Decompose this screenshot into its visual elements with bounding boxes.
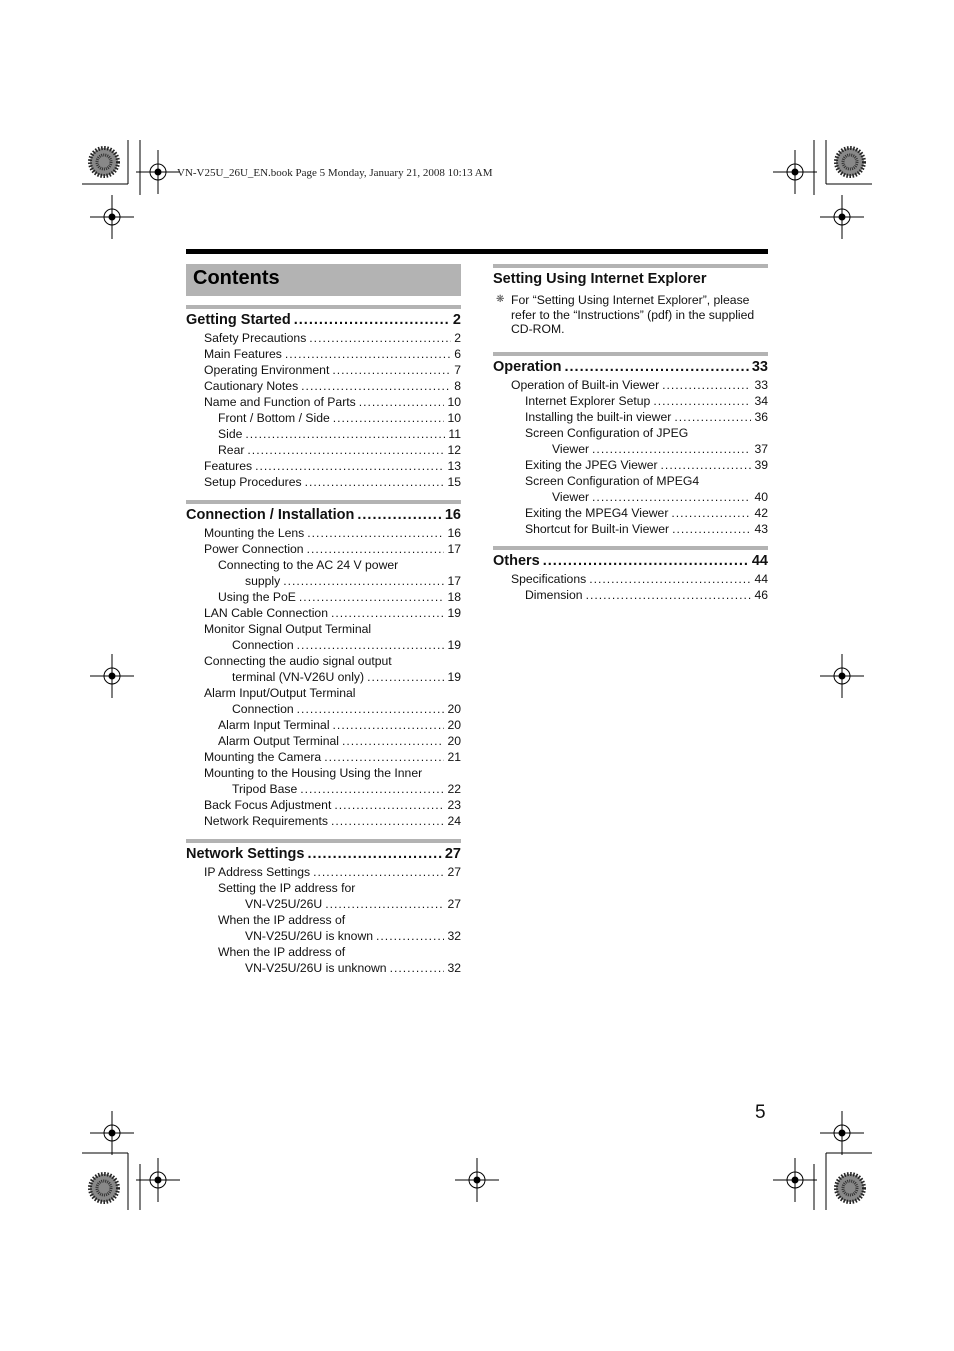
toc-entry-page: 15 bbox=[447, 475, 461, 489]
toc-entry-label: Specifications bbox=[511, 571, 587, 586]
leader-dots bbox=[586, 587, 752, 603]
toc-entry-label[interactable]: When the IP address of bbox=[218, 913, 346, 927]
toc-entry-label: Features bbox=[204, 459, 253, 473]
toc-entry-continuation: Connection bbox=[232, 702, 294, 716]
toc-entry[interactable] bbox=[186, 458, 461, 474]
toc-entry-label: Network Requirements bbox=[204, 814, 328, 828]
toc-section bbox=[493, 546, 768, 603]
toc-entry-label: Exiting the JPEG Viewer bbox=[525, 457, 658, 472]
contents-title-box bbox=[186, 264, 461, 296]
toc-entry-page: 19 bbox=[447, 606, 461, 620]
toc-entry-continuation: Tripod Base bbox=[232, 782, 298, 796]
toc-entry-page: 27 bbox=[447, 897, 461, 911]
leader-dots bbox=[564, 358, 748, 376]
toc-section-heading[interactable] bbox=[186, 311, 461, 329]
leader-dots bbox=[300, 781, 444, 797]
section-rule bbox=[493, 546, 768, 550]
ie-note-line: For “Setting Using Internet Explorer”, please bbox=[511, 293, 750, 307]
section-heading-label: Others bbox=[493, 552, 540, 569]
leader-dots bbox=[333, 410, 445, 426]
toc-entry-label: Alarm Input Terminal bbox=[218, 718, 330, 732]
toc-entry[interactable] bbox=[186, 896, 461, 912]
toc-entry[interactable] bbox=[186, 605, 461, 621]
leader-dots bbox=[294, 311, 450, 329]
toc-entry-page: 34 bbox=[754, 393, 768, 408]
toc-entry-label: Operation of Built-in Viewer bbox=[511, 377, 660, 392]
toc-entry-label[interactable]: When the IP address of bbox=[218, 945, 346, 959]
leader-dots bbox=[307, 525, 444, 541]
leader-dots bbox=[307, 541, 445, 557]
toc-entry-label: Power Connection bbox=[204, 542, 304, 556]
leader-dots bbox=[589, 571, 751, 587]
toc-entry[interactable] bbox=[186, 733, 461, 749]
toc-entry-continuation: Viewer bbox=[552, 441, 590, 456]
ie-note-line: refer to the “Instructions” (pdf) in the supplied bbox=[511, 307, 755, 322]
note-icon: ❋ bbox=[496, 294, 505, 305]
toc-entry[interactable] bbox=[186, 701, 461, 717]
toc-entry-page: 32 bbox=[447, 961, 461, 975]
toc-entry-page: 11 bbox=[448, 427, 461, 441]
toc-entry-page: 37 bbox=[754, 441, 768, 456]
toc-section-heading[interactable] bbox=[186, 506, 461, 524]
section-rule bbox=[186, 839, 461, 843]
toc-entry-page: 19 bbox=[447, 670, 461, 684]
toc-entry-page: 40 bbox=[754, 489, 768, 504]
leader-dots bbox=[661, 457, 752, 473]
toc-entry-label[interactable]: Mounting to the Housing Using the Inner bbox=[204, 766, 423, 780]
print-header-line: VN-V25U_26U_EN.book Page 5 Monday, January 21, 2008 10:13 AM bbox=[177, 167, 493, 179]
section-page-number: 16 bbox=[444, 507, 461, 523]
page-title: Contents bbox=[193, 267, 280, 289]
toc-entry[interactable] bbox=[186, 573, 461, 589]
leader-dots bbox=[245, 426, 445, 442]
toc-entry-label: Using the PoE bbox=[218, 590, 296, 604]
leader-dots bbox=[662, 377, 751, 393]
toc-entry-label: Dimension bbox=[525, 587, 583, 602]
section-page-number: 33 bbox=[751, 358, 768, 375]
toc-entry-label: Installing the built-in viewer bbox=[525, 409, 672, 424]
leader-dots bbox=[247, 442, 444, 458]
toc-entry[interactable] bbox=[186, 410, 461, 426]
toc-entry-label: Setup Procedures bbox=[204, 475, 302, 489]
section-rule bbox=[186, 305, 461, 309]
section-rule bbox=[493, 264, 768, 268]
leader-dots bbox=[672, 521, 751, 537]
toc-entry-label: Alarm Output Terminal bbox=[218, 734, 340, 748]
section-page-number: 2 bbox=[452, 312, 461, 328]
toc-entry-page: 10 bbox=[447, 411, 461, 425]
leader-dots bbox=[543, 552, 749, 570]
leader-dots bbox=[357, 506, 441, 524]
toc-entry[interactable] bbox=[186, 637, 461, 653]
toc-entry-label: Mounting the Lens bbox=[204, 526, 305, 540]
toc-entry-continuation: supply bbox=[245, 574, 281, 588]
toc-entry-page: 17 bbox=[447, 574, 461, 588]
leader-dots bbox=[331, 605, 444, 621]
toc-entry-label: Exiting the MPEG4 Viewer bbox=[525, 505, 669, 520]
toc-entry-page: 23 bbox=[447, 798, 461, 812]
toc-entry-page: 13 bbox=[447, 459, 461, 473]
leader-dots bbox=[359, 394, 445, 410]
leader-dots bbox=[325, 896, 444, 912]
leader-dots bbox=[305, 474, 445, 490]
toc-entry-label[interactable]: Connecting the audio signal output bbox=[204, 654, 392, 668]
toc-entry[interactable] bbox=[186, 589, 461, 605]
toc-entry[interactable] bbox=[186, 474, 461, 490]
leader-dots bbox=[283, 573, 444, 589]
toc-entry[interactable] bbox=[186, 362, 461, 378]
toc-entry-continuation: Connection bbox=[232, 638, 294, 652]
leader-dots bbox=[324, 749, 444, 765]
leader-dots bbox=[592, 441, 751, 457]
toc-entry[interactable] bbox=[493, 587, 768, 603]
toc-entry-page: 19 bbox=[447, 638, 461, 652]
toc-entry[interactable] bbox=[186, 330, 461, 346]
toc-entry-page: 16 bbox=[447, 526, 461, 540]
toc-section bbox=[186, 839, 461, 976]
section-heading-label: Connection / Installation bbox=[186, 507, 355, 523]
toc-entry-page: 32 bbox=[447, 929, 461, 943]
section-heading-label: Operation bbox=[493, 358, 562, 375]
toc-entry[interactable] bbox=[186, 928, 461, 944]
toc-entry-page: 20 bbox=[447, 702, 461, 716]
toc-entry[interactable] bbox=[493, 505, 768, 521]
toc-section-heading[interactable] bbox=[186, 845, 461, 863]
leader-dots bbox=[307, 845, 441, 863]
toc-entry-label[interactable]: Monitor Signal Output Terminal bbox=[204, 622, 372, 636]
toc-entry-label: Shortcut for Built-in Viewer bbox=[525, 521, 670, 536]
toc-entry-label: Mounting the Camera bbox=[204, 750, 322, 764]
toc-entry-page: 21 bbox=[447, 750, 461, 764]
toc-entry-continuation: Viewer bbox=[552, 489, 590, 504]
section-page-number: 44 bbox=[751, 552, 768, 569]
toc-entry-label: Back Focus Adjustment bbox=[204, 798, 332, 812]
toc-right-column bbox=[493, 264, 768, 603]
toc-entry-page: 27 bbox=[447, 865, 461, 879]
toc-entry-page: 17 bbox=[447, 542, 461, 556]
toc-entry-label[interactable]: Alarm Input/Output Terminal bbox=[204, 686, 356, 700]
section-rule bbox=[186, 500, 461, 504]
toc-entry-page: 20 bbox=[447, 718, 461, 732]
leader-dots bbox=[367, 669, 444, 685]
toc-entry-label: Rear bbox=[218, 443, 245, 457]
ie-note-line: CD-ROM. bbox=[511, 322, 565, 336]
leader-dots bbox=[334, 797, 444, 813]
toc-entry-page: 6 bbox=[454, 347, 461, 361]
toc-entry-label: Internet Explorer Setup bbox=[525, 393, 651, 408]
toc-entry[interactable] bbox=[186, 813, 461, 829]
toc-entry[interactable] bbox=[186, 525, 461, 541]
toc-entry[interactable] bbox=[186, 426, 461, 442]
leader-dots bbox=[333, 717, 445, 733]
toc-entry-page: 20 bbox=[447, 734, 461, 748]
toc-entry[interactable] bbox=[186, 669, 461, 685]
toc-entry-page: 43 bbox=[754, 521, 768, 536]
leader-dots bbox=[376, 928, 444, 944]
toc-entry-page: 22 bbox=[447, 782, 461, 796]
leader-dots bbox=[313, 864, 444, 880]
toc-entry-label[interactable]: Setting the IP address for bbox=[218, 881, 356, 895]
toc-entry-page: 44 bbox=[754, 571, 768, 586]
leader-dots bbox=[255, 458, 444, 474]
toc-entry-label: Safety Precautions bbox=[204, 331, 307, 345]
toc-entry-label[interactable]: Screen Configuration of MPEG4 bbox=[525, 473, 700, 488]
toc-entry-label: Operating Environment bbox=[204, 363, 330, 377]
toc-entry-page: 2 bbox=[454, 331, 461, 345]
toc-entry-page: 8 bbox=[454, 379, 461, 393]
toc-entry[interactable] bbox=[186, 346, 461, 362]
toc-entry[interactable] bbox=[493, 521, 768, 537]
toc-entry-page: 24 bbox=[447, 814, 461, 828]
toc-entry[interactable] bbox=[493, 441, 768, 457]
toc-entry-label: Cautionary Notes bbox=[204, 379, 299, 393]
toc-entry-continuation: VN-V25U/26U is known bbox=[245, 929, 374, 943]
section-heading-label: Network Settings bbox=[186, 846, 305, 862]
toc-entry-label: LAN Cable Connection bbox=[204, 606, 328, 620]
ie-note bbox=[493, 293, 768, 337]
leader-dots bbox=[309, 330, 451, 346]
toc-entry-continuation: VN-V25U/26U bbox=[245, 897, 323, 911]
toc-entry-page: 39 bbox=[754, 457, 768, 472]
toc-entry-page: 33 bbox=[754, 377, 768, 392]
toc-entry[interactable] bbox=[186, 797, 461, 813]
toc-entry-page: 46 bbox=[754, 587, 768, 602]
leader-dots bbox=[297, 701, 445, 717]
leader-dots bbox=[592, 489, 751, 505]
toc-section-heading[interactable] bbox=[493, 552, 768, 570]
toc-entry-page: 42 bbox=[754, 505, 768, 520]
toc-entry[interactable] bbox=[493, 377, 768, 393]
toc-entry-label[interactable]: Screen Configuration of JPEG bbox=[525, 425, 689, 440]
leader-dots bbox=[653, 393, 751, 409]
toc-entry-label: Main Features bbox=[204, 347, 282, 361]
leader-dots bbox=[332, 362, 451, 378]
toc-entry[interactable] bbox=[493, 489, 768, 505]
toc-entry-page: 18 bbox=[447, 590, 461, 604]
toc-section bbox=[186, 500, 461, 829]
toc-entry[interactable] bbox=[186, 717, 461, 733]
top-rule bbox=[186, 249, 768, 254]
toc-entry[interactable] bbox=[186, 960, 461, 976]
toc-entry-label: Name and Function of Parts bbox=[204, 395, 356, 409]
toc-entry-page: 7 bbox=[454, 363, 461, 377]
toc-entry[interactable] bbox=[186, 864, 461, 880]
toc-entry-page: 10 bbox=[447, 395, 461, 409]
toc-entry[interactable] bbox=[186, 541, 461, 557]
page-number: 5 bbox=[755, 1102, 766, 1123]
leader-dots bbox=[331, 813, 444, 829]
leader-dots bbox=[299, 589, 445, 605]
toc-entry-label: Front / Bottom / Side bbox=[218, 411, 330, 425]
toc-entry[interactable] bbox=[186, 378, 461, 394]
toc-left-column bbox=[186, 305, 461, 976]
toc-entry[interactable] bbox=[186, 442, 461, 458]
toc-section bbox=[493, 352, 768, 537]
toc-entry[interactable] bbox=[493, 393, 768, 409]
toc-entry-continuation: VN-V25U/26U is unknown bbox=[245, 961, 387, 975]
leader-dots bbox=[390, 960, 445, 976]
toc-section-heading[interactable] bbox=[493, 358, 768, 376]
toc-entry[interactable] bbox=[493, 457, 768, 473]
toc-entry-page: 12 bbox=[447, 443, 461, 457]
toc-section bbox=[186, 305, 461, 490]
leader-dots bbox=[674, 409, 751, 425]
toc-entry-page: 36 bbox=[754, 409, 768, 424]
section-rule bbox=[493, 352, 768, 356]
leader-dots bbox=[342, 733, 444, 749]
toc-entry[interactable] bbox=[186, 749, 461, 765]
toc-entry-continuation: terminal (VN-V26U only) bbox=[232, 670, 365, 684]
toc-entry[interactable] bbox=[186, 781, 461, 797]
ie-section-heading: Setting Using Internet Explorer bbox=[493, 271, 707, 287]
toc-entry-label: IP Address Settings bbox=[204, 865, 311, 879]
toc-entry[interactable] bbox=[493, 409, 768, 425]
toc-entry[interactable] bbox=[186, 394, 461, 410]
section-page-number: 27 bbox=[444, 846, 461, 862]
leader-dots bbox=[285, 346, 451, 362]
section-heading-label: Getting Started bbox=[186, 312, 291, 328]
leader-dots bbox=[301, 378, 451, 394]
toc-entry-label: Side bbox=[218, 427, 243, 441]
leader-dots bbox=[671, 505, 751, 521]
toc-entry-label[interactable]: Connecting to the AC 24 V power bbox=[218, 558, 399, 572]
leader-dots bbox=[297, 637, 445, 653]
toc-entry[interactable] bbox=[493, 571, 768, 587]
